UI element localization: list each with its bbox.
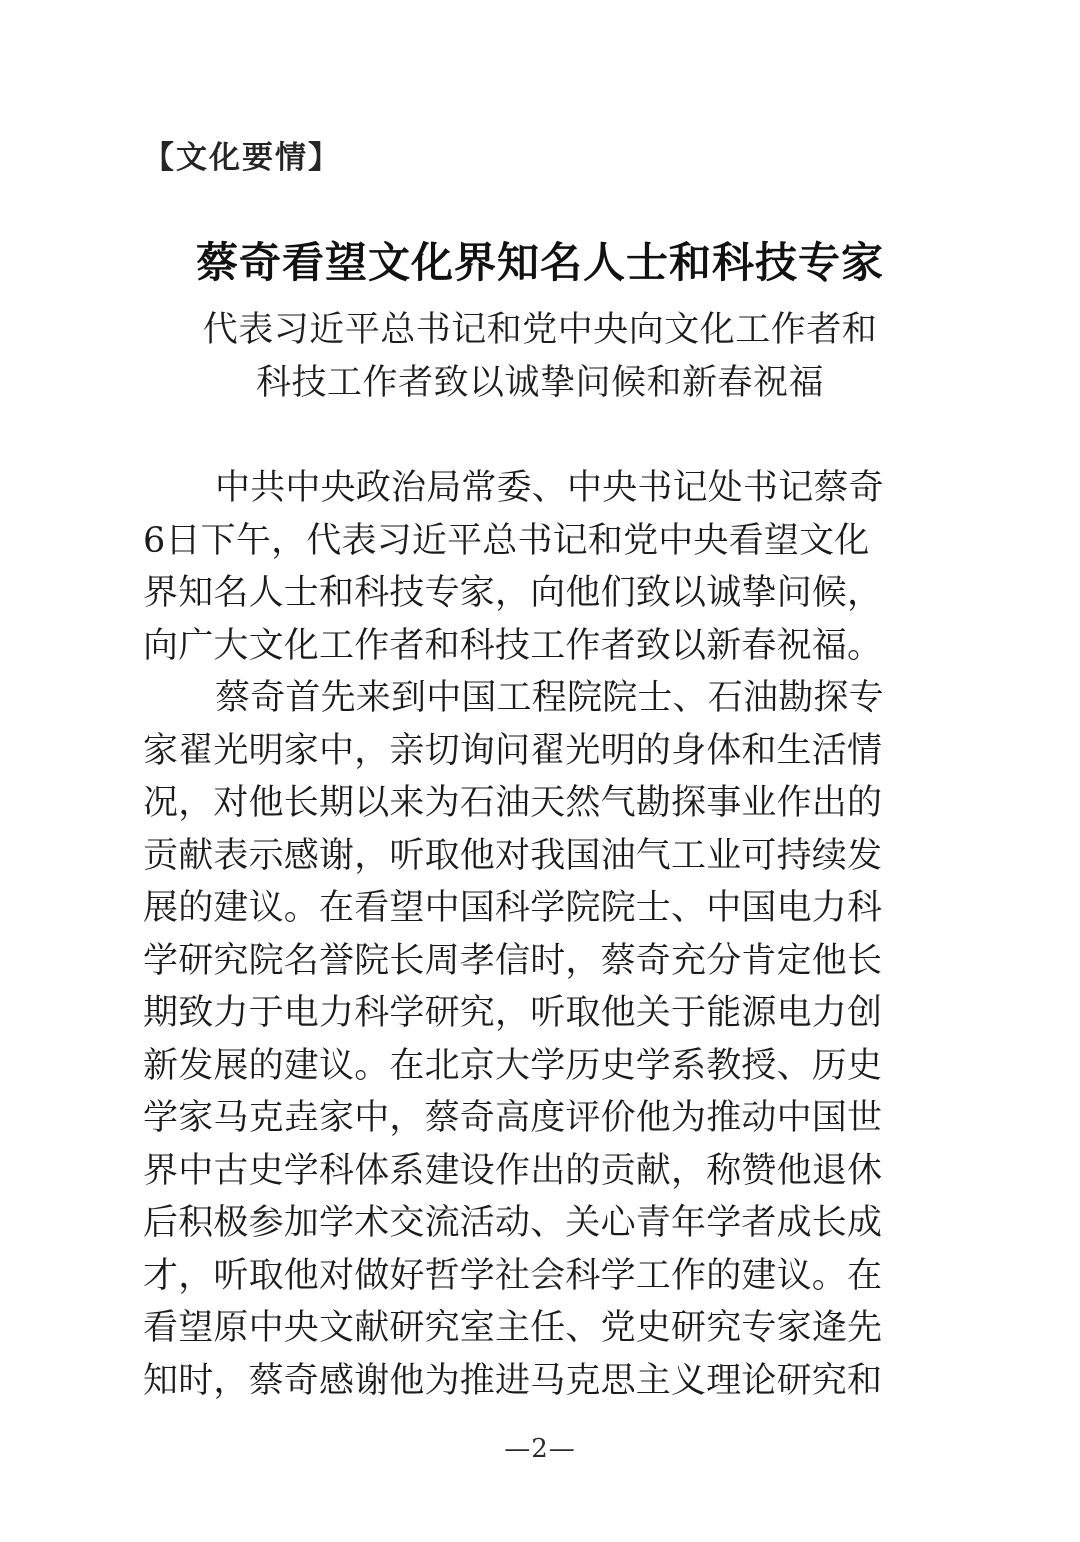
text-line: 中共中央政治局常委、中央书记处书记蔡奇	[215, 468, 884, 508]
text-line: 向广大文化工作者和科技工作者致以新春祝福。	[143, 625, 883, 666]
text-line: 6日下午，代表习近平总书记和党中央看望文化	[143, 520, 870, 561]
page-subtitle-line-1: 代表习近平总书记和党中央向文化工作者和	[202, 309, 878, 350]
page-subtitle	[90, 304, 990, 410]
text-line: 展的建议。在看望中国科学院院士、中国电力科	[143, 888, 883, 928]
text-line: 学家马克垚家中，蔡奇高度评价他为推动中国世	[143, 1098, 883, 1138]
text-line: 期致力于电力科学研究，听取他关于能源电力创	[143, 993, 883, 1033]
text-line: 新发展的建议。在北京大学历史学系教授、历史	[143, 1045, 883, 1086]
text-line: 蔡奇首先来到中国工程院院士、石油勘探专	[215, 678, 884, 718]
headline-block	[90, 236, 990, 410]
text-line: 界中古史学科体系建设作出的贡献，称赞他退休	[143, 1150, 883, 1191]
text-line: 学研究院名誉院长周孝信时，蔡奇充分肯定他长	[143, 940, 883, 981]
page-title: 蔡奇看望文化界知名人士和科技专家	[195, 238, 884, 287]
text-line: 家翟光明家中，亲切询问翟光明的身体和生活情	[143, 730, 883, 771]
text-line: 后积极参加学术交流活动、关心青年学者成长成	[143, 1203, 883, 1243]
text-line: 贡献表示感谢，听取他对我国油气工业可持续发	[143, 835, 883, 876]
article-body	[143, 462, 941, 1407]
text-line: 界知名人士和科技专家，向他们致以诚挚问候，	[143, 573, 883, 613]
page-subtitle-line-2: 科技工作者致以诚挚问候和新春祝福	[255, 362, 824, 403]
text-line: 知时，蔡奇感谢他为推进马克思主义理论研究和	[143, 1360, 883, 1401]
paragraph-2	[143, 672, 941, 1407]
page-number: —2—	[504, 1434, 576, 1464]
text-line: 才，听取他对做好哲学社会科学工作的建议。在	[143, 1255, 883, 1296]
section-tag: 【文化要情】	[143, 140, 341, 176]
text-line: 况，对他长期以来为石油天然气勘探事业作出的	[143, 783, 883, 823]
paragraph-1	[143, 462, 941, 672]
text-line: 看望原中央文献研究室主任、党史研究专家逄先	[143, 1308, 883, 1348]
